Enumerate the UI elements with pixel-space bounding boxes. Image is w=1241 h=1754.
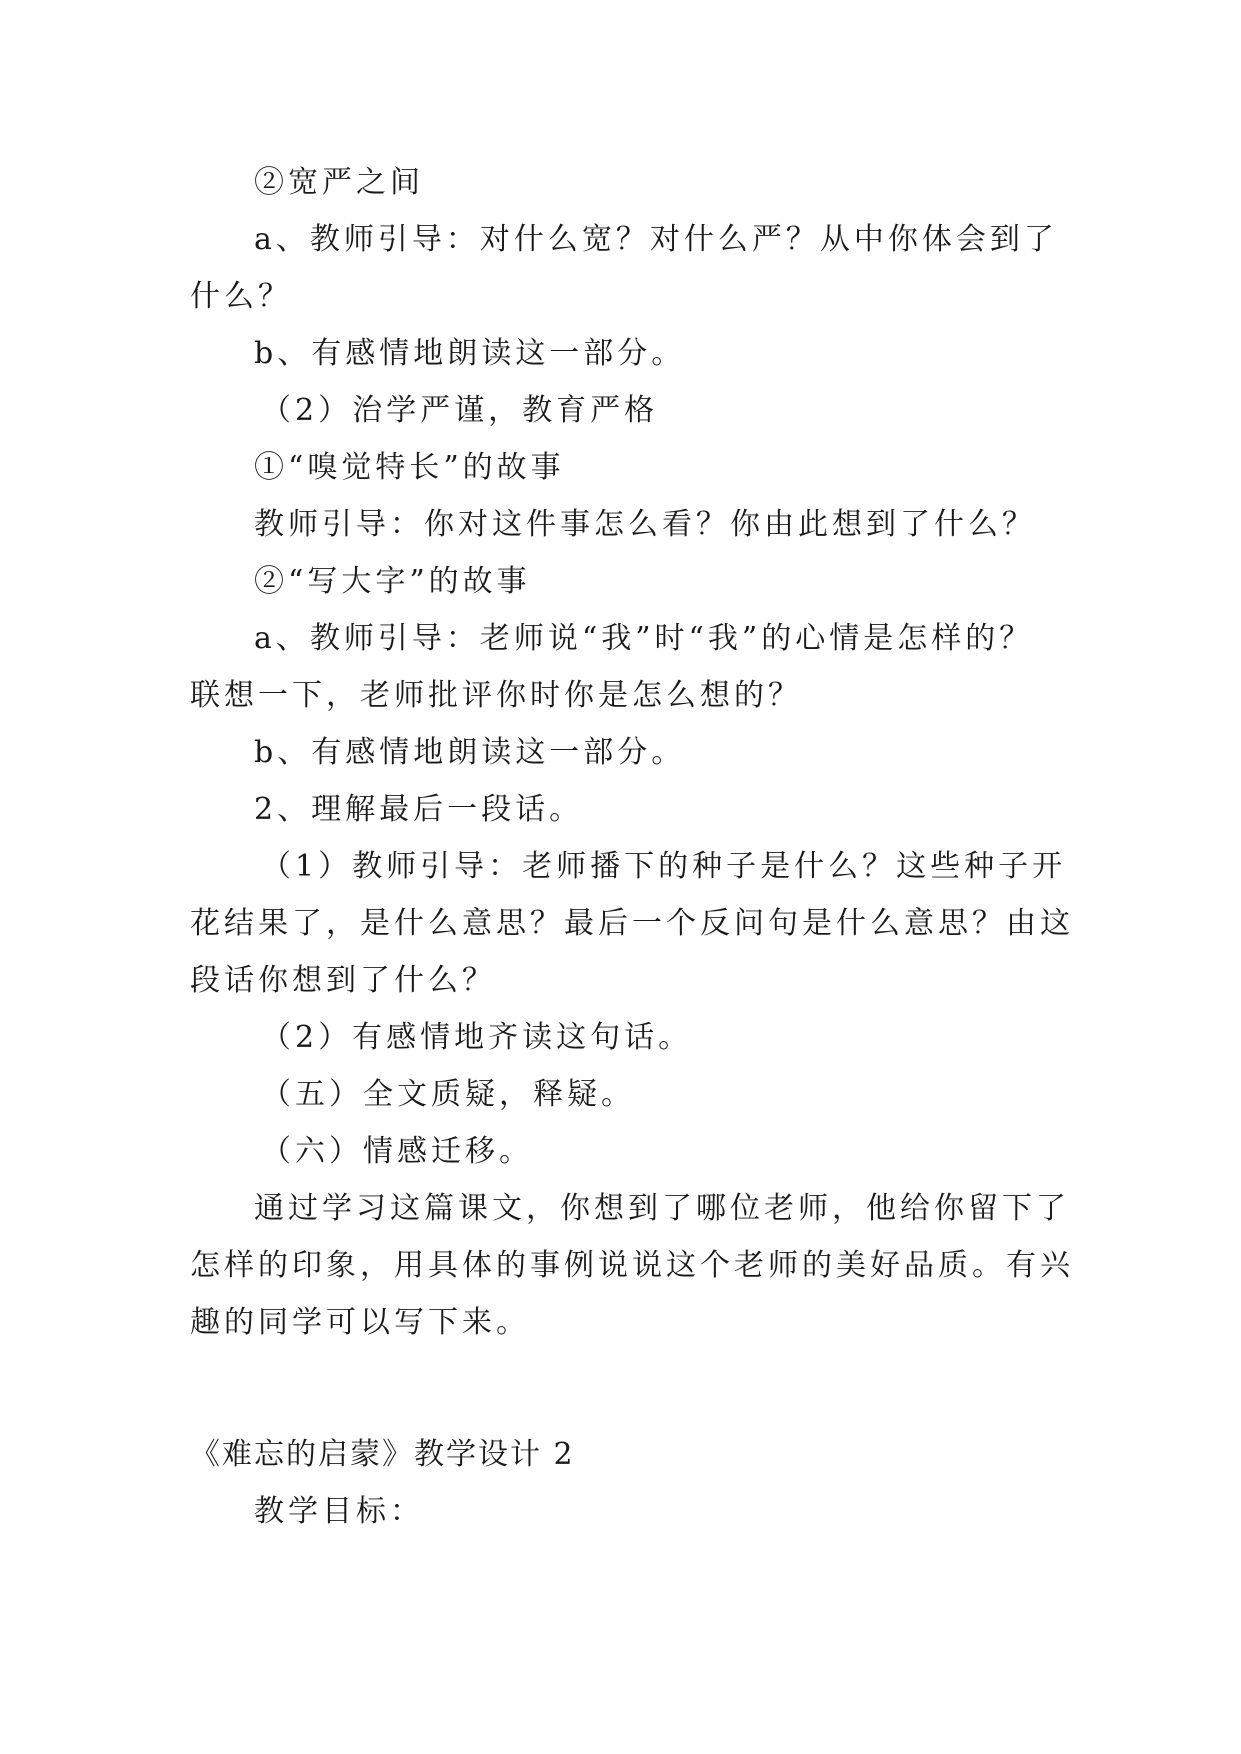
section-title: 《难忘的启蒙》教学设计 2 [190, 1437, 575, 1472]
paragraph-line: 通过学习这篇课文，你想到了哪位老师，他给你留下了 [254, 1191, 1070, 1226]
paragraph-line: a、教师引导：对什么宽？对什么严？从中你体会到了 [254, 222, 1058, 257]
paragraph-line: （2）治学严谨，教育严格 [261, 393, 659, 428]
paragraph-line: 段话你想到了什么？ [190, 963, 496, 998]
paragraph-line: 联想一下，老师批评你时你是怎么想的？ [190, 678, 802, 713]
paragraph-line: b、有感情地朗读这一部分。 [254, 735, 686, 770]
paragraph-line: ②“写大字”的故事 [254, 564, 531, 599]
paragraph-line: （六）情感迁移。 [261, 1134, 533, 1169]
paragraph-line: （1）教师引导：老师播下的种子是什么？这些种子开 [261, 849, 1067, 884]
paragraph-line: 什么？ [190, 279, 292, 314]
paragraph-line: （五）全文质疑，释疑。 [261, 1077, 635, 1112]
paragraph-line: 2、理解最后一段话。 [254, 792, 584, 827]
paragraph-line: ①“嗅觉特长”的故事 [254, 450, 565, 485]
paragraph-line: 花结果了，是什么意思？最后一个反问句是什么意思？由这 [190, 906, 1074, 941]
paragraph-line: ②宽严之间 [254, 165, 424, 200]
paragraph-line: b、有感情地朗读这一部分。 [254, 336, 686, 371]
paragraph-line: a、教师引导：老师说“我”时“我”的心情是怎样的？ [254, 621, 1034, 656]
subheading: 教学目标： [254, 1494, 424, 1529]
paragraph-line: 趣的同学可以写下来。 [190, 1305, 530, 1340]
paragraph-line: 教师引导：你对这件事怎么看？你由此想到了什么？ [254, 507, 1036, 542]
paragraph-line: 怎样的印象，用具体的事例说说这个老师的美好品质。有兴 [190, 1248, 1074, 1283]
paragraph-line: （2）有感情地齐读这句话。 [261, 1020, 693, 1055]
